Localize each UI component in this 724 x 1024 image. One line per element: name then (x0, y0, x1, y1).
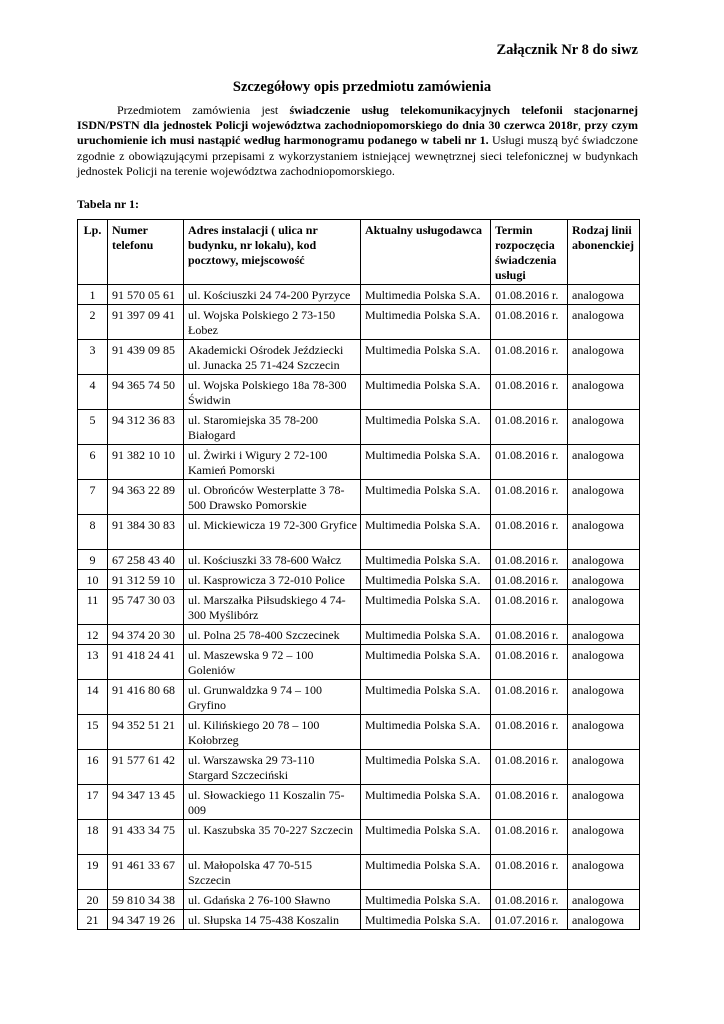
cell-lp: 12 (78, 625, 108, 645)
cell-provider: Multimedia Polska S.A. (361, 715, 491, 750)
cell-address: ul. Warszawska 29 73-110 Stargard Szczeciński (184, 750, 361, 785)
table-row (78, 680, 640, 715)
cell-line: analogowa (568, 590, 640, 625)
table-row (78, 515, 640, 550)
cell-start: 01.08.2016 r. (491, 410, 568, 445)
cell-number: 94 352 51 21 (108, 715, 184, 750)
cell-lp: 20 (78, 890, 108, 910)
table-header-row (78, 220, 640, 285)
cell-provider: Multimedia Polska S.A. (361, 480, 491, 515)
cell-number: 67 258 43 40 (108, 550, 184, 570)
table-row (78, 855, 640, 890)
cell-lp: 7 (78, 480, 108, 515)
cell-line: analogowa (568, 785, 640, 820)
header-start: Termin rozpoczęcia świadczenia usługi (491, 220, 568, 285)
cell-provider: Multimedia Polska S.A. (361, 785, 491, 820)
table-row (78, 785, 640, 820)
cell-start: 01.08.2016 r. (491, 750, 568, 785)
header-line: Rodzaj linii abonenckiej (568, 220, 640, 285)
page-title: Szczegółowy opis przedmiotu zamówienia (232, 79, 492, 95)
header-provider: Aktualny usługodawca (361, 220, 491, 285)
cell-line: analogowa (568, 750, 640, 785)
cell-address: ul. Kościuszki 33 78-600 Wałcz (184, 550, 361, 570)
cell-provider: Multimedia Polska S.A. (361, 550, 491, 570)
cell-provider: Multimedia Polska S.A. (361, 285, 491, 305)
cell-lp: 11 (78, 590, 108, 625)
cell-address: ul. Słowackiego 11 Koszalin 75-009 (184, 785, 361, 820)
cell-start: 01.08.2016 r. (491, 305, 568, 340)
cell-number: 91 397 09 41 (108, 305, 184, 340)
intro-text-3: Usługi muszą być świadczone zgodnie z obowiązującymi przepisami z wykorzystaniem istniejącej wewnętrznej sieci telefonicznej w budynkach jednostek Policji na terenie województwa zachodniopomorskiego. (77, 133, 638, 178)
cell-lp: 18 (78, 820, 108, 855)
cell-address: ul. Staromiejska 35 78-200 Białogard (184, 410, 361, 445)
cell-number: 91 312 59 10 (108, 570, 184, 590)
cell-number: 91 418 24 41 (108, 645, 184, 680)
cell-start: 01.08.2016 r. (491, 680, 568, 715)
cell-provider: Multimedia Polska S.A. (361, 820, 491, 855)
cell-address: ul. Kilińskiego 20 78 – 100 Kołobrzeg (184, 715, 361, 750)
cell-line: analogowa (568, 680, 640, 715)
cell-start: 01.08.2016 r. (491, 820, 568, 855)
cell-address: ul. Kościuszki 24 74-200 Pyrzyce (184, 285, 361, 305)
cell-address: ul. Wojska Polskiego 2 73-150 Łobez (184, 305, 361, 340)
cell-start: 01.08.2016 r. (491, 645, 568, 680)
cell-line: analogowa (568, 820, 640, 855)
cell-line: analogowa (568, 375, 640, 410)
cell-line: analogowa (568, 480, 640, 515)
cell-start: 01.08.2016 r. (491, 855, 568, 890)
cell-start: 01.08.2016 r. (491, 625, 568, 645)
intro-paragraph (77, 103, 638, 179)
annex-label: Załącznik Nr 8 do siwz (496, 42, 638, 58)
cell-address: ul. Gdańska 2 76-100 Sławno (184, 890, 361, 910)
cell-number: 94 312 36 83 (108, 410, 184, 445)
table-row (78, 445, 640, 480)
cell-line: analogowa (568, 515, 640, 550)
cell-start: 01.08.2016 r. (491, 340, 568, 375)
table-row (78, 305, 640, 340)
intro-bold-2: przy czym uruchomienie ich musi nastąpić według harmonogramu podanego w tabeli nr 1. (77, 118, 639, 148)
cell-line: analogowa (568, 550, 640, 570)
cell-address: ul. Maszewska 9 72 – 100 Goleniów (184, 645, 361, 680)
cell-number: 91 570 05 61 (108, 285, 184, 305)
cell-address: ul. Kasprowicza 3 72-010 Police (184, 570, 361, 590)
cell-lp: 2 (78, 305, 108, 340)
cell-start: 01.08.2016 r. (491, 550, 568, 570)
cell-provider: Multimedia Polska S.A. (361, 910, 491, 930)
header-number: Numer telefonu (108, 220, 184, 285)
cell-address: ul. Obrońców Westerplatte 3 78-500 Drawsko Pomorskie (184, 480, 361, 515)
cell-number: 94 374 20 30 (108, 625, 184, 645)
cell-lp: 3 (78, 340, 108, 375)
cell-number: 95 747 30 03 (108, 590, 184, 625)
cell-start: 01.08.2016 r. (491, 515, 568, 550)
table-row (78, 750, 640, 785)
cell-start: 01.08.2016 r. (491, 785, 568, 820)
cell-line: analogowa (568, 340, 640, 375)
cell-line: analogowa (568, 715, 640, 750)
table-row (78, 625, 640, 645)
table-row (78, 820, 640, 855)
table-row (78, 340, 640, 375)
cell-lp: 9 (78, 550, 108, 570)
cell-start: 01.08.2016 r. (491, 570, 568, 590)
cell-start: 01.08.2016 r. (491, 590, 568, 625)
cell-line: analogowa (568, 305, 640, 340)
cell-lp: 19 (78, 855, 108, 890)
cell-address: ul. Słupska 14 75-438 Koszalin (184, 910, 361, 930)
cell-line: analogowa (568, 645, 640, 680)
table-row (78, 590, 640, 625)
intro-bold-1: świadczenie usług telekomunikacyjnych telefonii stacjonarnej ISDN/PSTN dla jednostek Policji województwa zachodniopomorskiego do dnia 30 czerwca 2018r (77, 103, 638, 133)
cell-provider: Multimedia Polska S.A. (361, 890, 491, 910)
cell-provider: Multimedia Polska S.A. (361, 570, 491, 590)
cell-address: ul. Kaszubska 35 70-227 Szczecin (184, 820, 361, 855)
cell-provider: Multimedia Polska S.A. (361, 625, 491, 645)
cell-lp: 5 (78, 410, 108, 445)
header-address: Adres instalacji ( ulica nr budynku, nr lokalu), kod pocztowy, miejscowość (184, 220, 361, 285)
table-row (78, 570, 640, 590)
cell-provider: Multimedia Polska S.A. (361, 340, 491, 375)
cell-number: 91 439 09 85 (108, 340, 184, 375)
cell-line: analogowa (568, 410, 640, 445)
cell-lp: 17 (78, 785, 108, 820)
cell-address: ul. Małopolska 47 70-515 Szczecin (184, 855, 361, 890)
cell-address: ul. Polna 25 78-400 Szczecinek (184, 625, 361, 645)
table-row (78, 480, 640, 515)
cell-start: 01.07.2016 r. (491, 910, 568, 930)
cell-provider: Multimedia Polska S.A. (361, 515, 491, 550)
cell-lp: 1 (78, 285, 108, 305)
cell-provider: Multimedia Polska S.A. (361, 855, 491, 890)
cell-lp: 15 (78, 715, 108, 750)
table-body (78, 285, 640, 930)
cell-lp: 14 (78, 680, 108, 715)
cell-number: 91 382 10 10 (108, 445, 184, 480)
cell-number: 91 461 33 67 (108, 855, 184, 890)
cell-number: 91 384 30 83 (108, 515, 184, 550)
cell-start: 01.08.2016 r. (491, 715, 568, 750)
cell-provider: Multimedia Polska S.A. (361, 590, 491, 625)
intro-text-2: , (578, 118, 585, 133)
cell-start: 01.08.2016 r. (491, 445, 568, 480)
cell-address: Akademicki Ośrodek Jeździecki ul. Junacka 25 71-424 Szczecin (184, 340, 361, 375)
cell-provider: Multimedia Polska S.A. (361, 750, 491, 785)
table-row (78, 285, 640, 305)
cell-number: 94 365 74 50 (108, 375, 184, 410)
cell-provider: Multimedia Polska S.A. (361, 375, 491, 410)
cell-number: 59 810 34 38 (108, 890, 184, 910)
table-row (78, 375, 640, 410)
cell-line: analogowa (568, 570, 640, 590)
cell-number: 94 363 22 89 (108, 480, 184, 515)
cell-start: 01.08.2016 r. (491, 480, 568, 515)
table-row (78, 715, 640, 750)
table-label: Tabela nr 1: (77, 197, 140, 211)
table-row (78, 410, 640, 445)
table-row (78, 645, 640, 680)
cell-address: ul. Grunwaldzka 9 74 – 100 Gryfino (184, 680, 361, 715)
cell-provider: Multimedia Polska S.A. (361, 645, 491, 680)
cell-provider: Multimedia Polska S.A. (361, 305, 491, 340)
cell-start: 01.08.2016 r. (491, 285, 568, 305)
table-row (78, 550, 640, 570)
table-row (78, 890, 640, 910)
cell-number: 94 347 13 45 (108, 785, 184, 820)
cell-address: ul. Mickiewicza 19 72-300 Gryfice (184, 515, 361, 550)
cell-address: ul. Żwirki i Wigury 2 72-100 Kamień Pomorski (184, 445, 361, 480)
cell-provider: Multimedia Polska S.A. (361, 410, 491, 445)
cell-lp: 8 (78, 515, 108, 550)
cell-provider: Multimedia Polska S.A. (361, 445, 491, 480)
cell-address: ul. Marszałka Piłsudskiego 4 74-300 Myślibórz (184, 590, 361, 625)
cell-line: analogowa (568, 855, 640, 890)
cell-number: 91 433 34 75 (108, 820, 184, 855)
cell-lp: 10 (78, 570, 108, 590)
intro-text-1: Przedmiotem zamówienia jest (117, 103, 290, 117)
cell-lp: 6 (78, 445, 108, 480)
cell-lp: 21 (78, 910, 108, 930)
cell-line: analogowa (568, 625, 640, 645)
cell-line: analogowa (568, 890, 640, 910)
cell-start: 01.08.2016 r. (491, 890, 568, 910)
cell-number: 91 577 61 42 (108, 750, 184, 785)
cell-lp: 4 (78, 375, 108, 410)
cell-number: 91 416 80 68 (108, 680, 184, 715)
cell-provider: Multimedia Polska S.A. (361, 680, 491, 715)
cell-line: analogowa (568, 285, 640, 305)
header-lp: Lp. (78, 220, 108, 285)
table-row (78, 910, 640, 930)
cell-number: 94 347 19 26 (108, 910, 184, 930)
installations-table (77, 219, 640, 930)
cell-line: analogowa (568, 910, 640, 930)
cell-address: ul. Wojska Polskiego 18a 78-300 Świdwin (184, 375, 361, 410)
cell-lp: 16 (78, 750, 108, 785)
cell-line: analogowa (568, 445, 640, 480)
cell-lp: 13 (78, 645, 108, 680)
cell-start: 01.08.2016 r. (491, 375, 568, 410)
